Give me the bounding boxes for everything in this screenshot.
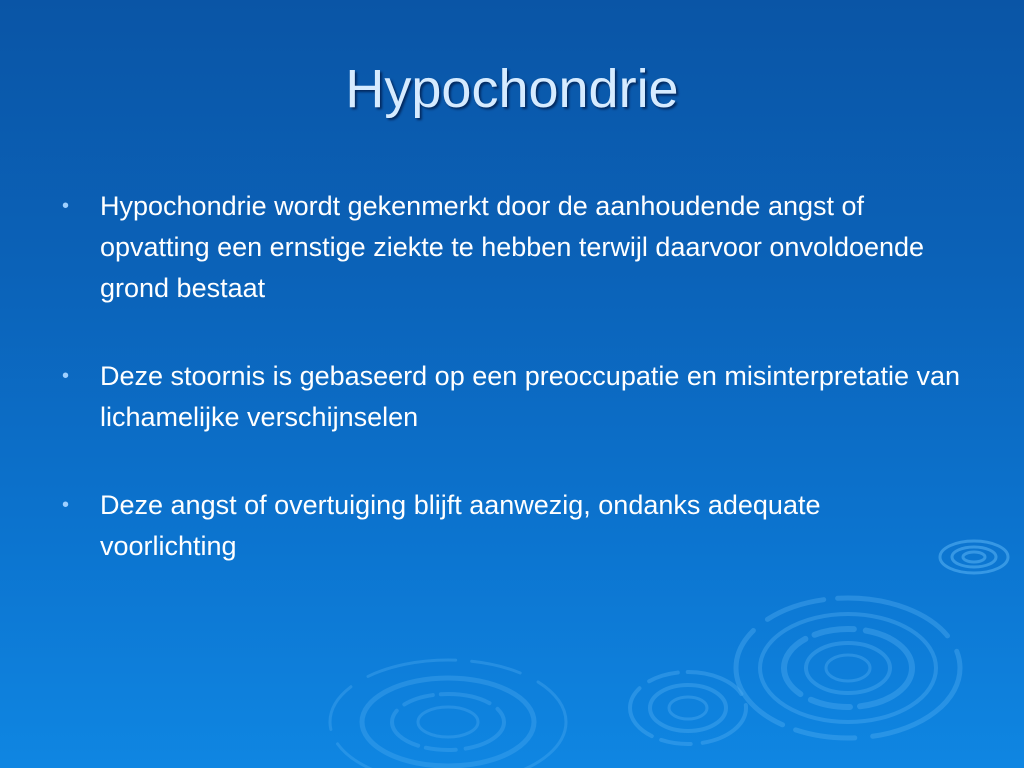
bullet-text: Deze angst of overtuiging blijft aanwezig, ondanks adequate voorlichting [100,490,821,561]
bullet-icon: • [62,494,70,516]
bullet-item [62,186,962,309]
bullet-icon: • [62,195,70,217]
slide-title: Hypochondrie [345,59,679,119]
bullet-text: Deze stoornis is gebaseerd op een preoccupatie en misinterpretatie van lichamelijke verschijnselen [100,361,961,432]
bullet-text: Hypochondrie wordt gekenmerkt door de aanhoudende angst of opvatting een ernstige ziekte te hebben terwijl daarvoor onvoldoende grond bestaat [100,191,925,303]
bullet-item [62,485,962,567]
bullet-icon: • [62,365,70,387]
bullet-list [62,186,962,614]
bullet-item [62,356,962,438]
